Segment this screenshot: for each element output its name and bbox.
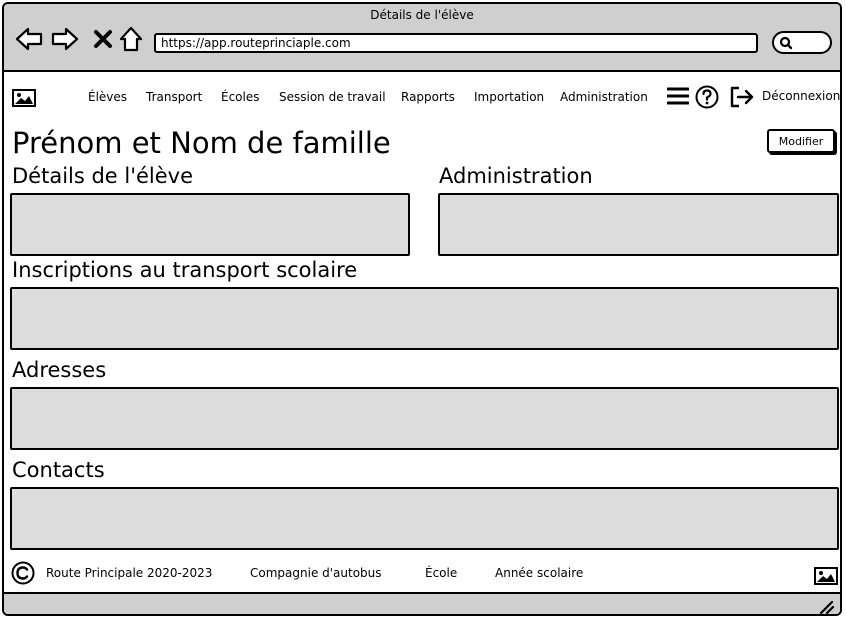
page-title: Prénom et Nom de famille bbox=[12, 126, 391, 160]
copyright-text: Route Principale 2020-2023 bbox=[46, 566, 213, 580]
logout-icon[interactable] bbox=[729, 85, 755, 109]
arrow-left-icon bbox=[15, 27, 43, 51]
page-footer bbox=[4, 554, 840, 594]
nav-item-ecoles[interactable]: Écoles bbox=[221, 90, 260, 104]
browser-statusbar bbox=[4, 592, 840, 616]
home-icon bbox=[119, 26, 143, 52]
footer-image-icon bbox=[814, 567, 838, 585]
search-icon bbox=[779, 36, 793, 50]
section-title-transport: Inscriptions au transport scolaire bbox=[12, 258, 358, 282]
transport-panel bbox=[10, 287, 839, 350]
app-navbar bbox=[4, 72, 840, 122]
administration-panel bbox=[438, 193, 839, 256]
footer-link-school-year[interactable]: Année scolaire bbox=[495, 566, 584, 580]
nav-item-session-travail[interactable]: Session de travail bbox=[279, 90, 386, 104]
section-title-contacts: Contacts bbox=[12, 458, 105, 482]
footer-link-school[interactable]: École bbox=[425, 566, 458, 580]
logout-link[interactable]: Déconnexion bbox=[762, 89, 841, 103]
browser-window bbox=[2, 2, 842, 616]
edit-button[interactable]: Modifier bbox=[767, 129, 835, 153]
back-button[interactable] bbox=[14, 24, 44, 54]
nav-item-importation[interactable]: Importation bbox=[474, 90, 545, 104]
forward-button[interactable] bbox=[50, 24, 80, 54]
footer-link-bus-company[interactable]: Compagnie d'autobus bbox=[250, 566, 382, 580]
nav-item-eleves[interactable]: Élèves bbox=[88, 90, 128, 104]
browser-search-field[interactable] bbox=[772, 31, 832, 54]
home-button[interactable] bbox=[116, 24, 146, 54]
address-bar[interactable]: https://app.routeprinciaple.com bbox=[154, 33, 758, 53]
section-title-addresses: Adresses bbox=[12, 358, 107, 382]
close-icon bbox=[93, 29, 113, 49]
resize-grip-icon[interactable] bbox=[819, 600, 835, 614]
nav-item-administration[interactable]: Administration bbox=[560, 90, 648, 104]
copyright-icon bbox=[11, 561, 35, 585]
window-title: Détails de l'élève bbox=[370, 8, 474, 22]
browser-titlebar bbox=[4, 4, 840, 72]
arrow-right-icon bbox=[51, 27, 79, 51]
section-title-administration: Administration bbox=[439, 164, 593, 188]
logo-image-icon[interactable] bbox=[12, 89, 36, 107]
nav-item-transport[interactable]: Transport bbox=[146, 90, 203, 104]
stop-button[interactable] bbox=[88, 24, 118, 54]
contacts-panel bbox=[10, 487, 839, 550]
hamburger-menu-icon[interactable] bbox=[667, 85, 689, 107]
student-details-panel bbox=[10, 193, 410, 256]
addresses-panel bbox=[10, 387, 839, 450]
nav-item-rapports[interactable]: Rapports bbox=[401, 90, 455, 104]
section-title-student-details: Détails de l'élève bbox=[12, 164, 194, 188]
help-icon[interactable] bbox=[695, 85, 719, 109]
